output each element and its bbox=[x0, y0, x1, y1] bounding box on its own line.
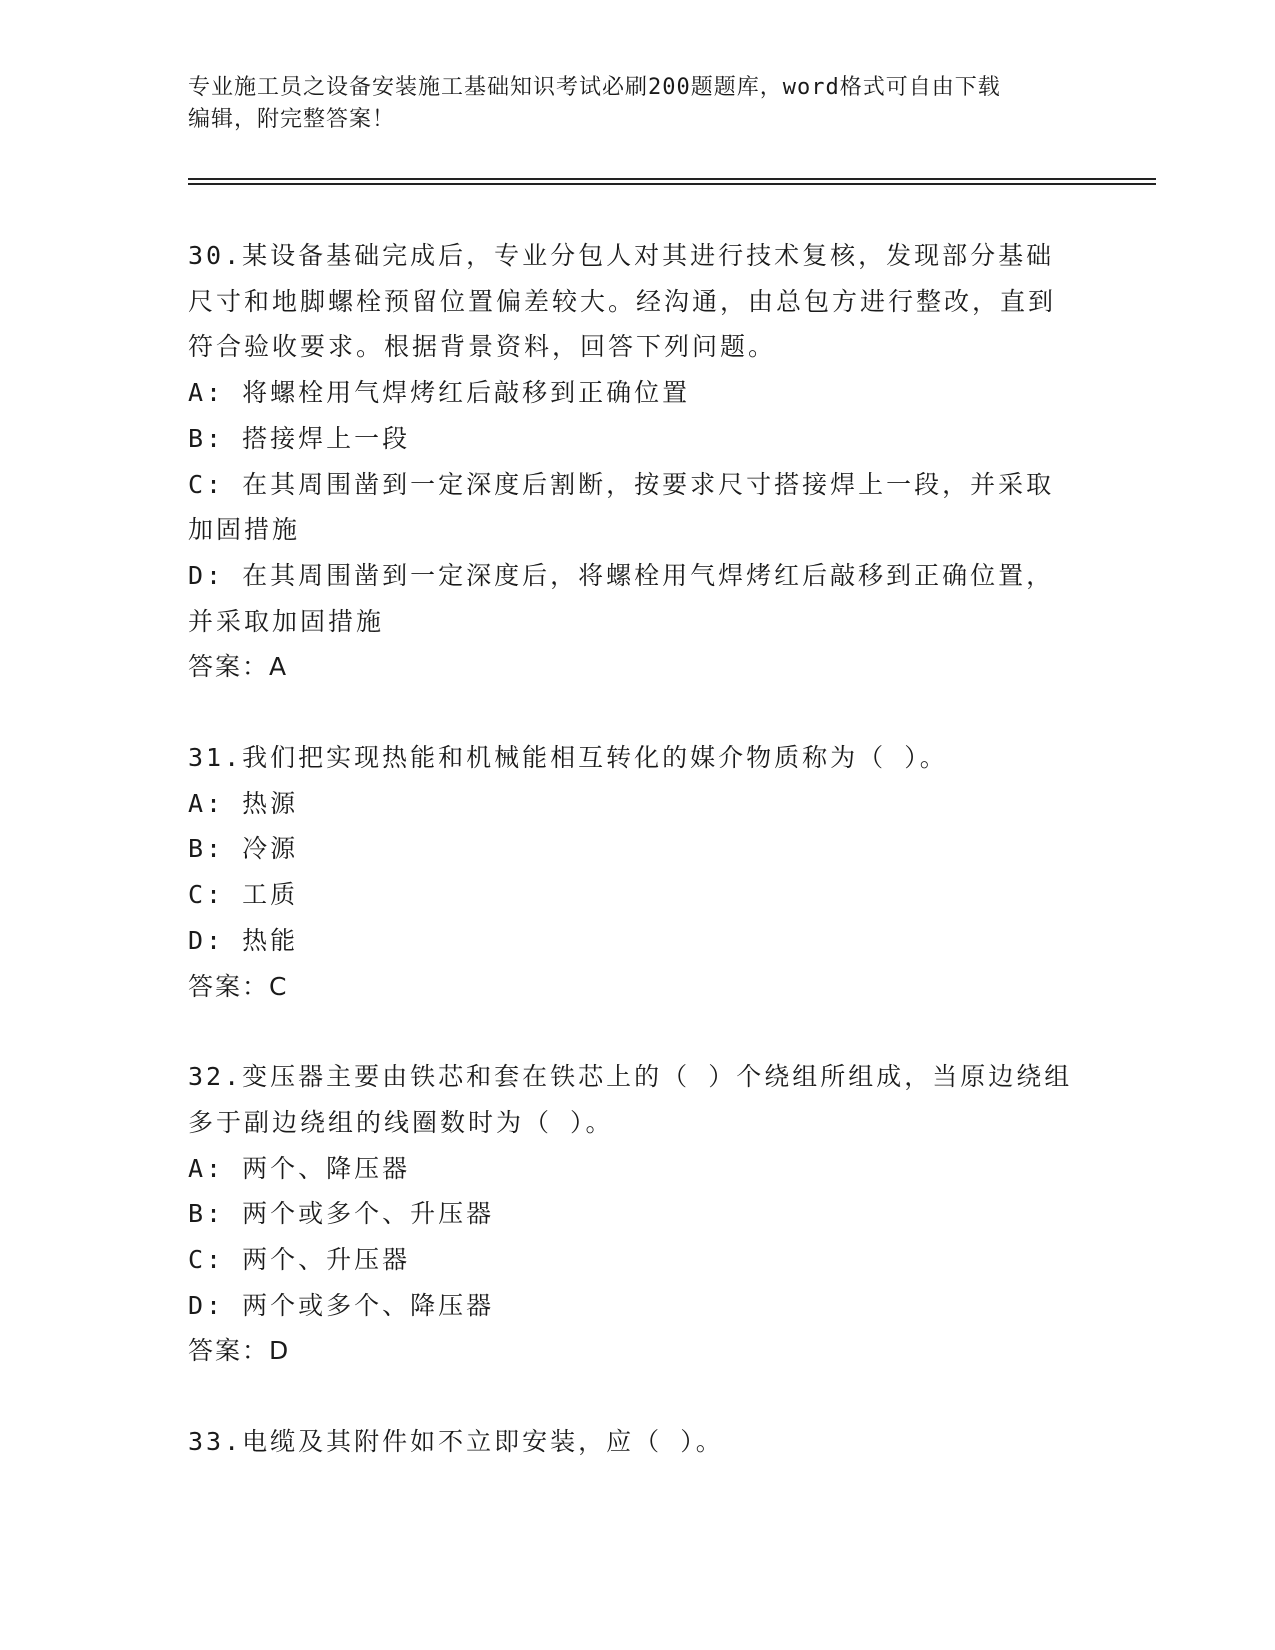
option-a: A: 将螺栓用气焊烤红后敲移到正确位置 bbox=[188, 378, 691, 408]
header-title-line-1: 专业施工员之设备安装施工基础知识考试必刷200题题库，word格式可自由下载 bbox=[188, 75, 1001, 100]
question-stem: 30.某设备基础完成后，专业分包人对其进行技术复核，发现部分基础尺寸和地脚螺栓预留位置偏差较大。经沟通，由总包方进行整改，直到符合验收要求。根据背景资料，回答下列问题。 bbox=[188, 241, 1057, 362]
question-stem: 31.我们把实现热能和机械能相互转化的媒介物质称为（ ）。 bbox=[188, 743, 948, 773]
option-c: C: 工质 bbox=[188, 880, 299, 910]
option-a: A: 两个、降压器 bbox=[188, 1153, 411, 1183]
question-33 bbox=[188, 1419, 1078, 1465]
question-31 bbox=[188, 735, 1078, 1009]
option-b: B: 冷源 bbox=[188, 834, 299, 864]
option-c: C: 两个、升压器 bbox=[188, 1245, 411, 1275]
header-divider-bottom bbox=[188, 183, 1156, 185]
header-divider-top bbox=[188, 178, 1156, 180]
question-30 bbox=[188, 233, 1078, 690]
document-header bbox=[188, 72, 1078, 136]
question-list bbox=[188, 233, 1078, 1510]
question-32 bbox=[188, 1054, 1078, 1374]
option-d: D: 在其周围凿到一定深度后，将螺栓用气焊烤红后敲移到正确位置，并采取加固措施 bbox=[188, 560, 1055, 636]
answer: 答案：C bbox=[188, 971, 289, 1001]
option-c: C: 在其周围凿到一定深度后割断，按要求尺寸搭接焊上一段，并采取加固措施 bbox=[188, 469, 1055, 545]
option-a: A: 热源 bbox=[188, 788, 299, 818]
option-b: B: 搭接焊上一段 bbox=[188, 423, 411, 453]
header-title-line-2: 编辑，附完整答案！ bbox=[188, 107, 396, 132]
question-stem: 32.变压器主要由铁芯和套在铁芯上的（ ）个绕组所组成，当原边绕组多于副边绕组的线圈数时为（ ）。 bbox=[188, 1062, 1073, 1137]
question-stem: 33.电缆及其附件如不立即安装，应（ ）。 bbox=[188, 1427, 724, 1457]
option-b: B: 两个或多个、升压器 bbox=[188, 1199, 495, 1229]
option-d: D: 热能 bbox=[188, 925, 299, 955]
answer: 答案：A bbox=[188, 652, 289, 682]
option-d: D: 两个或多个、降压器 bbox=[188, 1290, 495, 1320]
answer: 答案：D bbox=[188, 1336, 291, 1366]
